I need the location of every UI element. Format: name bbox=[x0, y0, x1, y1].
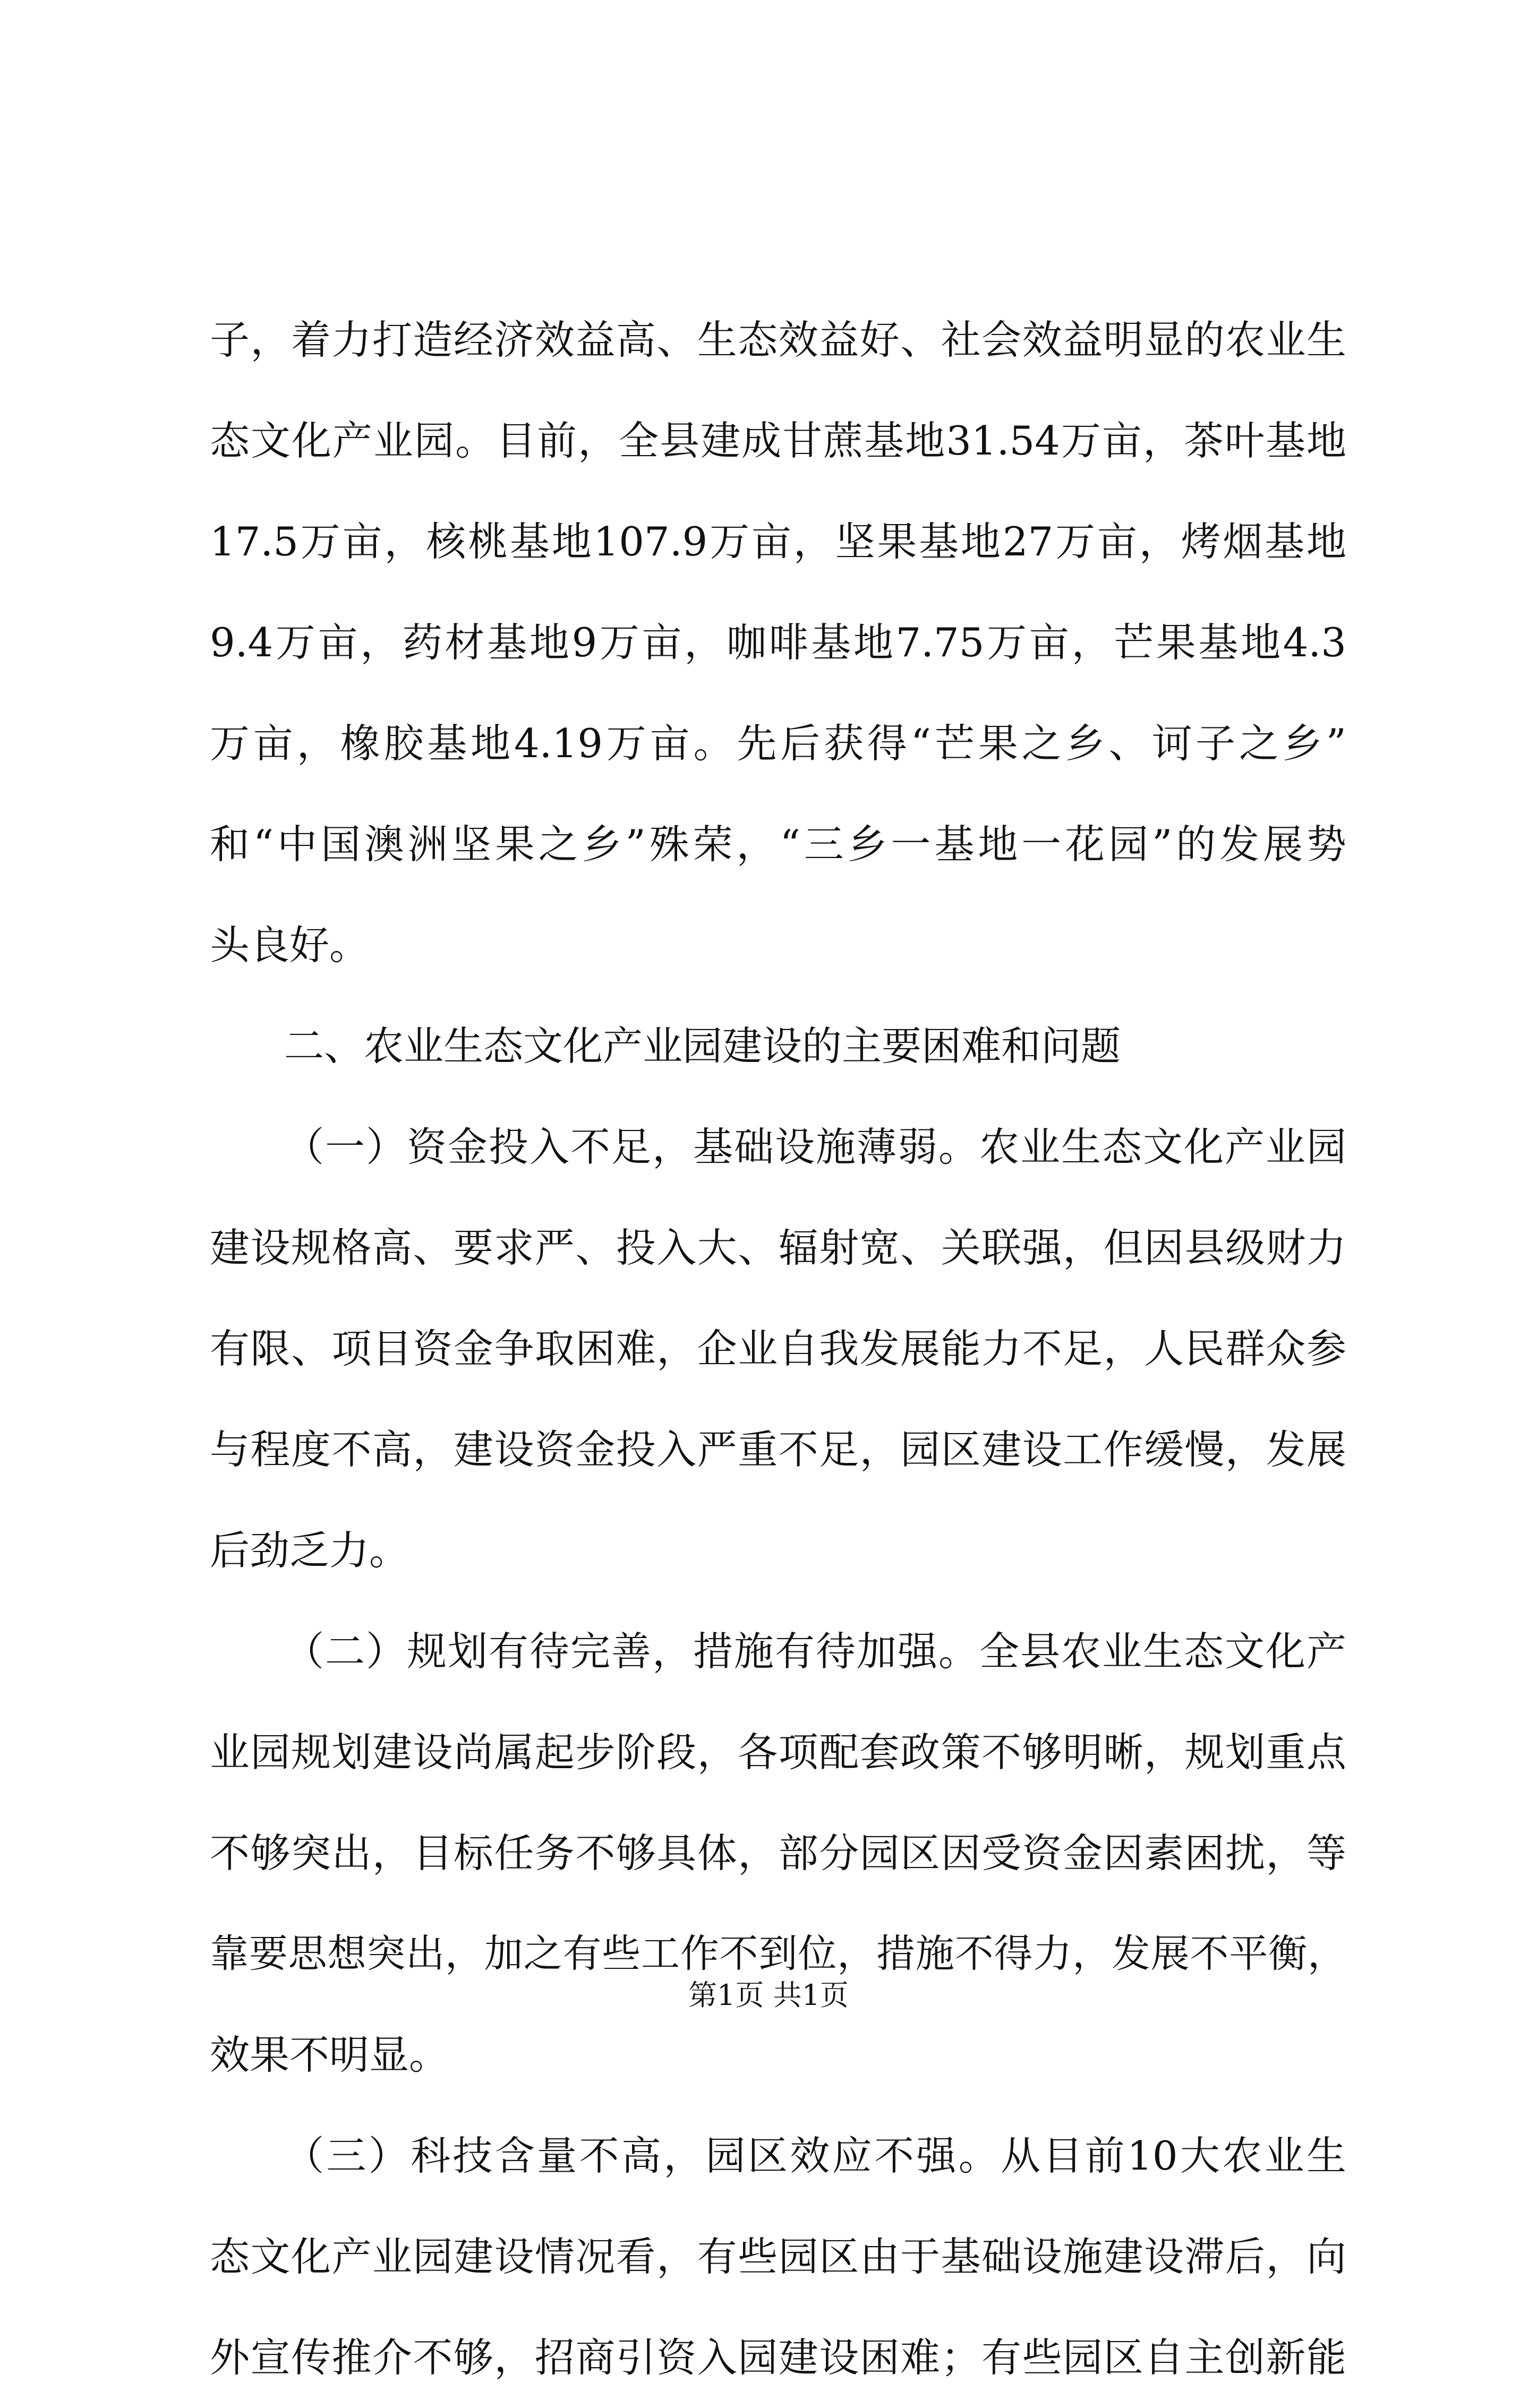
text-line: 不够突出，目标任务不够具体，部分园区因受资金因素困扰，等 bbox=[210, 1830, 1346, 1876]
text-line: （一）资金投入不足，基础设施薄弱。农业生态文化产业园 bbox=[284, 1124, 1346, 1170]
text-line: 头良好。 bbox=[210, 922, 370, 969]
section-heading: 二、农业生态文化产业园建设的主要困难和问题 bbox=[284, 1023, 1121, 1069]
text-line: 建设规格高、要求严、投入大、辐射宽、关联强，但因县级财力 bbox=[210, 1224, 1346, 1271]
text-line: 外宣传推介不够，招商引资入园建设困难；有些园区自主创新能 bbox=[210, 2334, 1346, 2381]
text-line: 万亩，橡胶基地4.19万亩。先后获得“芒果之乡、诃子之乡” bbox=[210, 720, 1346, 767]
text-line: 17.5万亩，核桃基地107.9万亩，坚果基地27万亩，烤烟基地 bbox=[210, 518, 1346, 565]
page-footer: 第1页 共1页 bbox=[688, 1978, 849, 2012]
text-line: 有限、项目资金争取困难，企业自我发展能力不足，人民群众参 bbox=[210, 1325, 1346, 1372]
text-line: 业园规划建设尚属起步阶段，各项配套政策不够明晰，规划重点 bbox=[210, 1729, 1346, 1776]
text-line: 和“中国澳洲坚果之乡”殊荣，“三乡一基地一花园”的发展势 bbox=[210, 821, 1346, 868]
text-line: 后劲乏力。 bbox=[210, 1527, 409, 1574]
text-line: （二）规划有待完善，措施有待加强。全县农业生态文化产 bbox=[284, 1628, 1346, 1675]
text-line: 态文化产业园。目前，全县建成甘蔗基地31.54万亩，茶叶基地 bbox=[210, 417, 1346, 464]
text-line: 效果不明显。 bbox=[210, 2032, 449, 2078]
text-line: 9.4万亩，药材基地9万亩，咖啡基地7.75万亩，芒果基地4.3 bbox=[210, 619, 1346, 666]
text-line: 子，着力打造经济效益高、生态效益好、社会效益明显的农业生 bbox=[210, 316, 1346, 363]
text-line: 与程度不高，建设资金投入严重不足，园区建设工作缓慢，发展 bbox=[210, 1426, 1346, 1473]
text-line: （三）科技含量不高，园区效应不强。从目前10大农业生 bbox=[284, 2132, 1346, 2179]
text-line: 靠要思想突出，加之有些工作不到位，措施不得力，发展不平衡， bbox=[210, 1931, 1346, 1976]
text-line: 态文化产业园建设情况看，有些园区由于基础设施建设滞后，向 bbox=[210, 2233, 1346, 2280]
